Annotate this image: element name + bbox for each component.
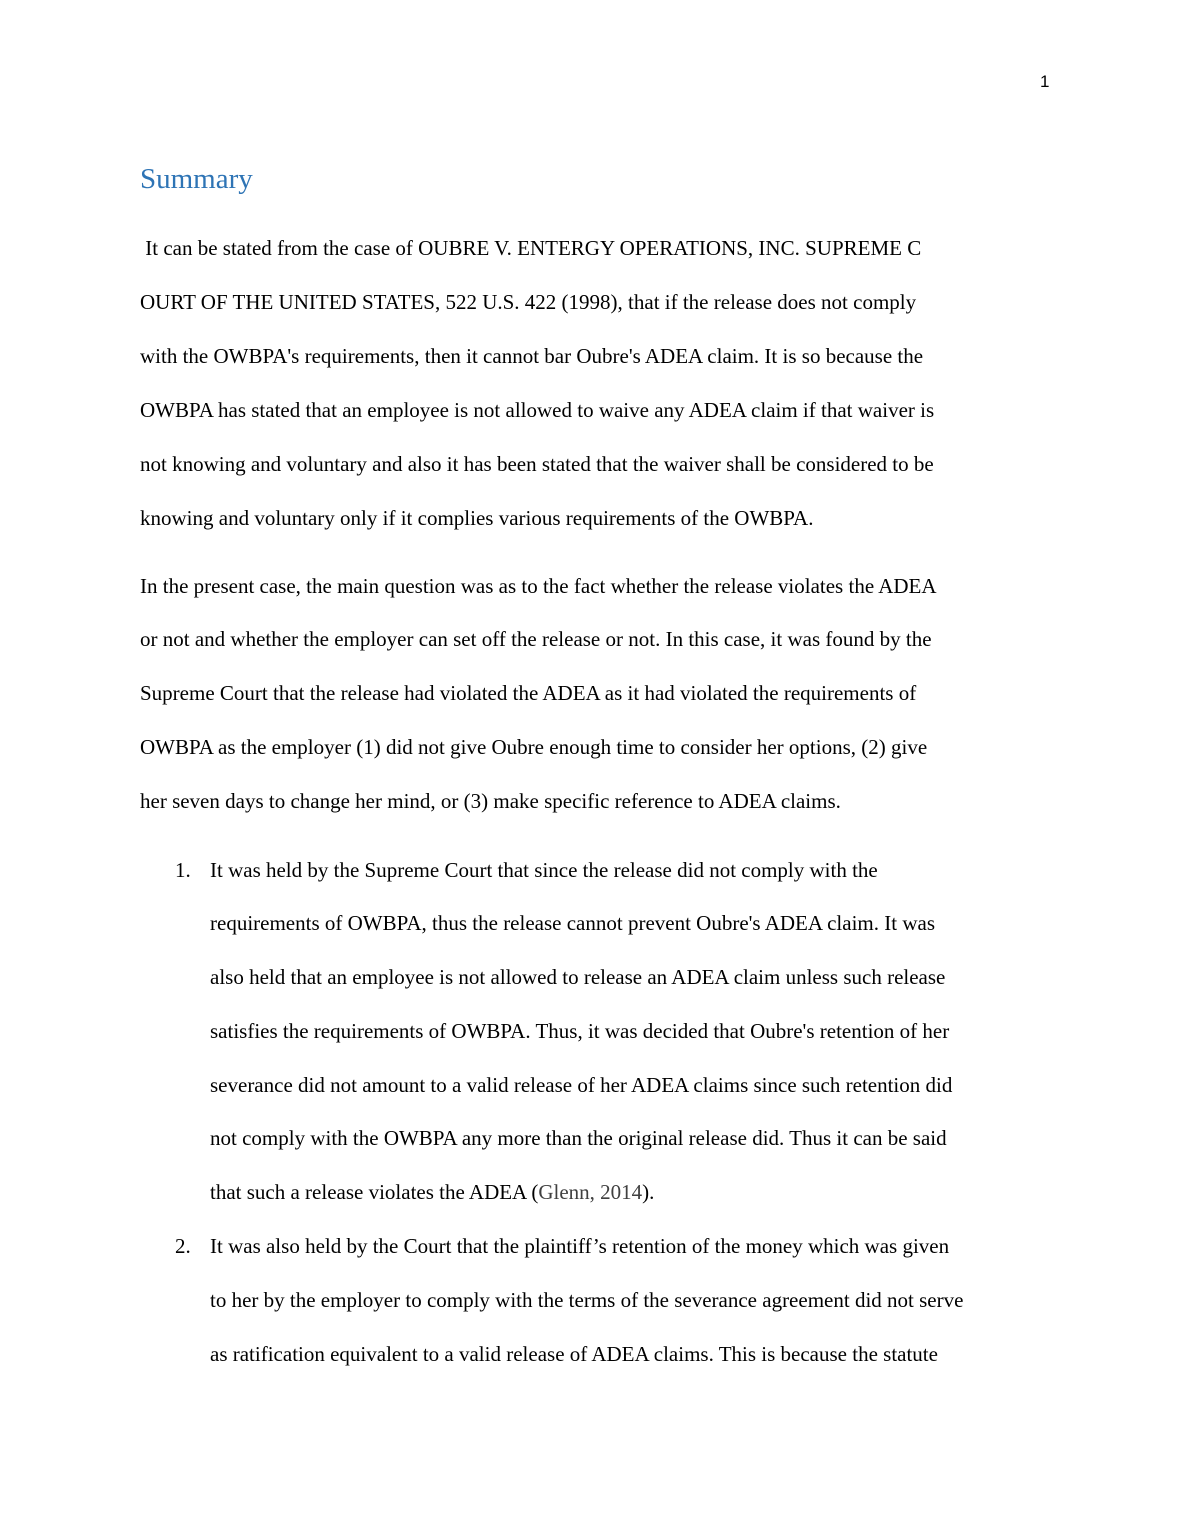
text-fragment: that such a release violates the ADEA ( <box>210 1180 539 1204</box>
text-line: to her by the employer to comply with the terms of the severance agreement did not serve <box>210 1288 964 1312</box>
text-line-with-citation <box>210 1182 654 1203</box>
text-line: Supreme Court that the release had violated the ADEA as it had violated the requirements of <box>140 681 917 705</box>
text-line: OURT OF THE UNITED STATES, 522 U.S. 422 (1998), that if the release does not comply <box>140 290 917 314</box>
text-line: satisfies the requirements of OWBPA. Thus, it was decided that Oubre's retention of her <box>210 1019 950 1043</box>
text-line: OWBPA as the employer (1) did not give Oubre enough time to consider her options, (2) give <box>140 735 928 759</box>
text-line: with the OWBPA's requirements, then it cannot bar Oubre's ADEA claim. It is so because the <box>140 344 924 368</box>
page-number: 1 <box>1040 72 1050 91</box>
text-line: knowing and voluntary only if it complies various requirements of the OWBPA. <box>140 506 814 530</box>
citation: Glenn, 2014 <box>538 1180 643 1204</box>
text-line: It was also held by the Court that the plaintiff’s retention of the money which was given <box>210 1234 950 1258</box>
text-line: also held that an employee is not allowed to release an ADEA claim unless such release <box>210 965 946 989</box>
text-line: not knowing and voluntary and also it has been stated that the waiver shall be considered to be <box>140 452 934 476</box>
text-fragment: ). <box>642 1180 655 1204</box>
text-line: or not and whether the employer can set off the release or not. In this case, it was found by the <box>140 627 932 651</box>
section-heading-summary: Summary <box>140 163 253 195</box>
text-line: It was held by the Supreme Court that since the release did not comply with the <box>210 858 878 882</box>
text-line: requirements of OWBPA, thus the release cannot prevent Oubre's ADEA claim. It was <box>210 911 935 935</box>
list-item-number: 2. <box>175 1234 191 1258</box>
text-line: as ratification equivalent to a valid release of ADEA claims. This is because the statute <box>210 1342 938 1366</box>
text-line: severance did not amount to a valid release of her ADEA claims since such retention did <box>210 1073 953 1097</box>
text-line: her seven days to change her mind, or (3) make specific reference to ADEA claims. <box>140 789 841 813</box>
text-line: not comply with the OWBPA any more than the original release did. Thus it can be said <box>210 1126 947 1150</box>
text-line: It can be stated from the case of OUBRE V. ENTERGY OPERATIONS, INC. SUPREME C <box>140 236 922 260</box>
text-line: In the present case, the main question was as to the fact whether the release violates the ADEA <box>140 574 937 598</box>
list-item-number: 1. <box>175 858 191 882</box>
text-line: OWBPA has stated that an employee is not allowed to waive any ADEA claim if that waiver is <box>140 398 935 422</box>
